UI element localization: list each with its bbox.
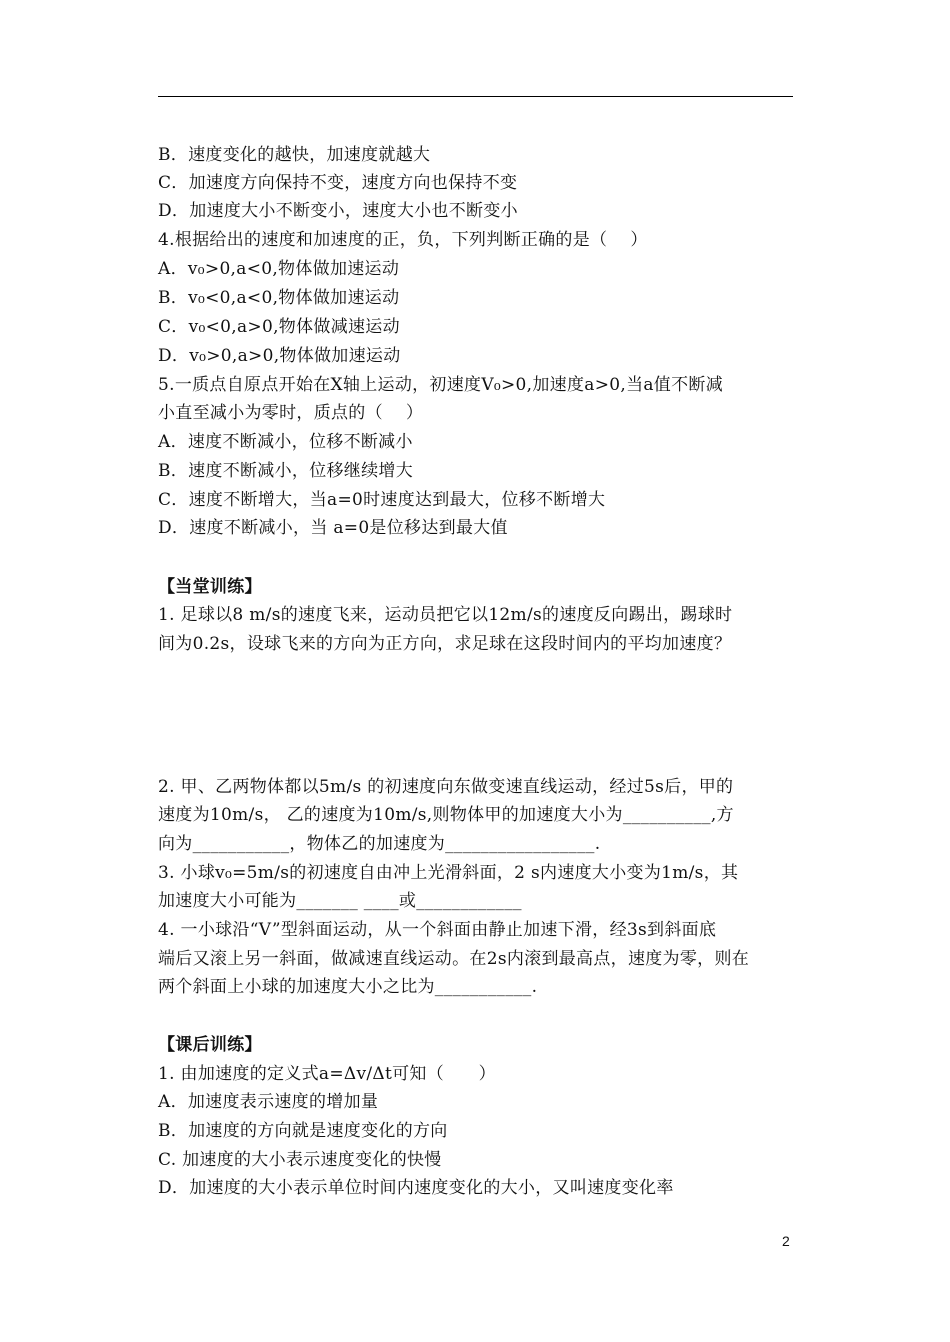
option-line: A．速度不断减小，位移不断减小 [158,432,413,452]
option-line: C．速度不断增大，当a=0时速度达到最大，位移不断增大 [158,490,606,510]
option-line: D．加速度大小不断变小，速度大小也不断变小 [158,201,518,221]
question-line: 小直至减小为零时，质点的（ ） [158,403,424,423]
section-heading-class-training: 【当堂训练】 [158,577,262,597]
option-line: C．加速度方向保持不变，速度方向也保持不变 [158,173,518,193]
option-line: B．速度变化的越快，加速度就越大 [158,145,431,165]
option-line: D．加速度的大小表示单位时间内速度变化的大小，又叫速度变化率 [158,1178,674,1198]
question-line: 2. 甲、乙两物体都以5m/s 的初速度向东做变速直线运动，经过5s后，甲的 [158,777,734,797]
page-number: 2 [782,1233,790,1249]
question-line: 4. 一小球沿“V”型斜面运动，从一个斜面由静止加速下滑，经3s到斜面底 [158,920,717,940]
header-rule [158,96,793,97]
option-line: D．v₀>0,a>0,物体做加速运动 [158,346,401,366]
option-line: D．速度不断减小，当 a=0是位移达到最大值 [158,518,508,538]
option-line: C．v₀<0,a>0,物体做减速运动 [158,317,400,337]
question-line: 端后又滚上另一斜面，做减速直线运动。在2s内滚到最高点，速度为零，则在 [158,949,750,969]
option-line: A．v₀>0,a<0,物体做加速运动 [158,259,400,279]
option-line: B．加速度的方向就是速度变化的方向 [158,1121,448,1141]
question-line: 加速度大小可能为_______ ____或____________ [158,891,522,911]
option-line: B．v₀<0,a<0,物体做加速运动 [158,288,400,308]
option-line: B．速度不断减小，位移继续增大 [158,461,413,481]
question-line: 1. 足球以8 m/s的速度飞来，运动员把它以12m/s的速度反向踢出，踢球时 [158,605,733,625]
question-line: 4.根据给出的速度和加速度的正，负，下列判断正确的是（ ） [158,230,648,250]
question-line: 向为___________，物体乙的加速度为_________________. [158,834,601,854]
question-line: 速度为10m/s， 乙的速度为10m/s,则物体甲的加速度大小为__________,方 [158,805,734,825]
question-line: 3. 小球v₀=5m/s的初速度自由冲上光滑斜面，2 s内速度大小变为1m/s，其 [158,863,739,883]
option-line: C. 加速度的大小表示速度变化的快慢 [158,1150,442,1170]
question-line: 间为0.2s，设球飞来的方向为正方向，求足球在这段时间内的平均加速度？ [158,634,732,654]
question-line: 5.一质点自原点开始在X轴上运动，初速度V₀>0,加速度a>0,当a值不断减 [158,375,724,395]
option-line: A．加速度表示速度的增加量 [158,1092,379,1112]
question-line: 1. 由加速度的定义式a=Δv/Δt可知（ ） [158,1064,496,1084]
section-heading-after-class: 【课后训练】 [158,1035,262,1055]
question-line: 两个斜面上小球的加速度大小之比为___________. [158,977,538,997]
